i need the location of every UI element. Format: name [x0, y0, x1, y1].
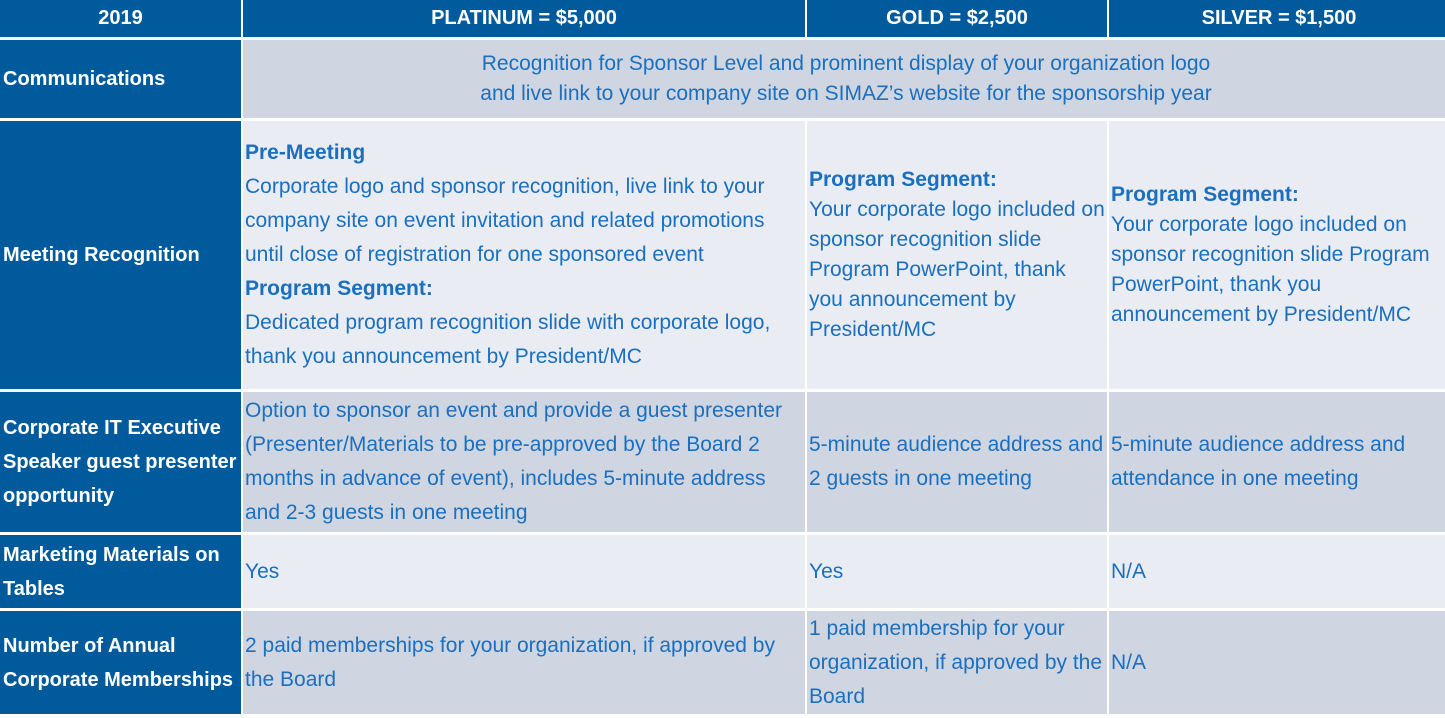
program-segment-heading: Program Segment: [809, 168, 997, 191]
program-segment-text: Your corporate logo included on sponsor recognition slide Program PowerPoint, thank you announcement by President/MC [1111, 213, 1430, 326]
communications-line-2: and live link to your company site on SIMAZ’s website for the sponsorship year [480, 82, 1212, 105]
memberships-gold: 1 paid membership for your organization, if approved by the Board [807, 611, 1107, 714]
pre-meeting-heading: Pre-Meeting [245, 141, 366, 164]
header-year: 2019 [0, 0, 241, 37]
program-segment-text: Dedicated program recognition slide with corporate logo, thank you announcement by President/MC [245, 311, 771, 368]
meeting-recognition-platinum [243, 121, 805, 389]
row-label-speaker: Corporate IT Executive Speaker guest presenter opportunity [0, 392, 241, 532]
row-label-memberships: Number of Annual Corporate Memberships [0, 611, 241, 714]
memberships-silver: N/A [1109, 611, 1445, 714]
meeting-recognition-gold [807, 121, 1107, 389]
row-label-meeting-recognition: Meeting Recognition [0, 121, 241, 389]
speaker-silver: 5-minute audience address and attendance in one meeting [1109, 392, 1445, 532]
header-platinum: PLATINUM = $5,000 [243, 0, 805, 37]
marketing-gold: Yes [807, 535, 1107, 608]
program-segment-heading: Program Segment: [1111, 183, 1299, 206]
pre-meeting-text: Corporate logo and sponsor recognition, live link to your company site on event invitation and related promotions until close of registration for one sponsored event [245, 175, 765, 266]
row-label-marketing: Marketing Materials on Tables [0, 535, 241, 608]
communications-line-1: Recognition for Sponsor Level and prominent display of your organization logo [481, 52, 1211, 75]
marketing-silver: N/A [1109, 535, 1445, 608]
header-gold: GOLD = $2,500 [807, 0, 1107, 37]
memberships-platinum: 2 paid memberships for your organization, if approved by the Board [243, 611, 805, 714]
marketing-platinum: Yes [243, 535, 805, 608]
row-label-communications: Communications [0, 40, 241, 118]
communications-all-levels [243, 40, 1445, 118]
header-silver: SILVER = $1,500 [1109, 0, 1445, 37]
speaker-platinum: Option to sponsor an event and provide a guest presenter (Presenter/Materials to be pre-approved by the Board 2 months in advance of event), includes 5-minute address and 2-3 guests in one meeting [243, 392, 805, 532]
meeting-recognition-silver [1109, 121, 1445, 389]
speaker-gold: 5-minute audience address and 2 guests in one meeting [807, 392, 1107, 532]
program-segment-text: Your corporate logo included on sponsor recognition slide Program PowerPoint, thank you announcement by President/MC [809, 198, 1105, 341]
program-segment-heading: Program Segment: [245, 277, 433, 300]
